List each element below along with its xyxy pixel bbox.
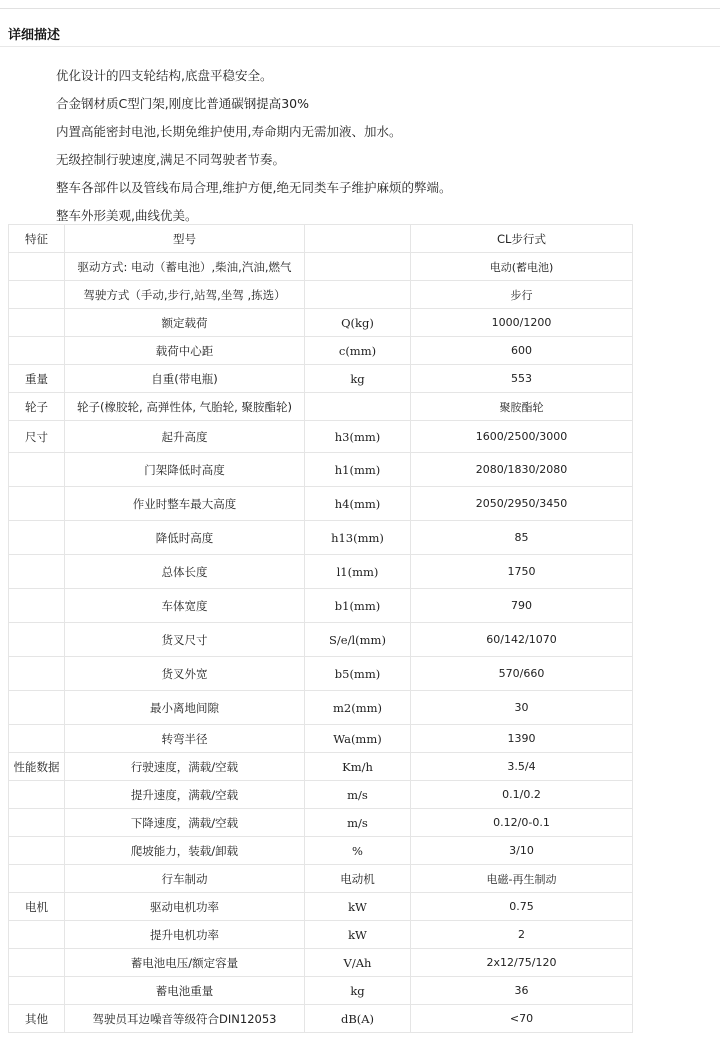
row-value: 1000/1200 [411, 309, 633, 337]
row-category [9, 453, 65, 487]
row-value: 36 [411, 977, 633, 1005]
row-unit: dB(A) [305, 1005, 411, 1033]
row-unit: c(mm) [305, 337, 411, 365]
table-row [9, 893, 633, 921]
row-unit: l1(mm) [305, 555, 411, 589]
table-row [9, 781, 633, 809]
row-value: 聚胺酯轮 [411, 393, 633, 421]
feature-item: 内置高能密封电池,长期免维护使用,寿命期内无需加液、加水。 [56, 124, 402, 139]
table-row [9, 253, 633, 281]
row-category [9, 865, 65, 893]
feature-item: 合金钢材质C型门架,刚度比普通碳钢提高30% [56, 96, 309, 111]
table-row [9, 555, 633, 589]
table-row [9, 309, 633, 337]
table-row [9, 337, 633, 365]
row-value: 0.1/0.2 [411, 781, 633, 809]
section-heading: 详细描述 [8, 28, 61, 43]
row-category: 性能数据 [9, 753, 65, 781]
row-value: 600 [411, 337, 633, 365]
table-row [9, 809, 633, 837]
row-item: 转弯半径 [65, 725, 305, 753]
header-item: 型号 [65, 225, 305, 253]
row-value: 30 [411, 691, 633, 725]
row-category [9, 725, 65, 753]
row-item: 下降速度，满载/空载 [65, 809, 305, 837]
row-unit [305, 281, 411, 309]
row-unit: h3(mm) [305, 421, 411, 453]
table-row [9, 365, 633, 393]
row-item: 驾驶员耳边噪音等级符合DIN12053 [65, 1005, 305, 1033]
row-unit: m/s [305, 809, 411, 837]
row-unit: h13(mm) [305, 521, 411, 555]
row-category [9, 487, 65, 521]
row-item: 提升电机功率 [65, 921, 305, 949]
row-unit [305, 253, 411, 281]
table-row [9, 691, 633, 725]
row-unit: % [305, 837, 411, 865]
header-category: 特征 [9, 225, 65, 253]
row-value: 85 [411, 521, 633, 555]
row-value: 553 [411, 365, 633, 393]
table-row [9, 623, 633, 657]
row-unit: 电动机 [305, 865, 411, 893]
row-item: 载荷中心距 [65, 337, 305, 365]
row-unit: m/s [305, 781, 411, 809]
row-value: 1600/2500/3000 [411, 421, 633, 453]
table-row [9, 949, 633, 977]
row-category: 其他 [9, 1005, 65, 1033]
feature-item: 整车各部件以及管线布局合理,维护方便,绝无同类车子维护麻烦的弊端。 [56, 180, 452, 195]
table-row [9, 657, 633, 691]
row-category [9, 589, 65, 623]
row-category [9, 781, 65, 809]
row-value: <70 [411, 1005, 633, 1033]
row-unit: b5(mm) [305, 657, 411, 691]
row-value: 2080/1830/2080 [411, 453, 633, 487]
table-row [9, 921, 633, 949]
row-item: 驾驶方式（手动,步行,站驾,坐驾 ,拣选） [65, 281, 305, 309]
row-unit: m2(mm) [305, 691, 411, 725]
row-unit [305, 393, 411, 421]
row-category [9, 281, 65, 309]
row-item: 自重(带电瓶) [65, 365, 305, 393]
row-value: 3.5/4 [411, 753, 633, 781]
table-row [9, 865, 633, 893]
row-category [9, 921, 65, 949]
table-row [9, 977, 633, 1005]
row-category [9, 809, 65, 837]
row-category [9, 657, 65, 691]
row-unit: V/Ah [305, 949, 411, 977]
row-category [9, 691, 65, 725]
top-divider [0, 8, 720, 9]
row-category: 重量 [9, 365, 65, 393]
row-unit: Km/h [305, 753, 411, 781]
row-item: 驱动方式: 电动（蓄电池）,柴油,汽油,燃气 [65, 253, 305, 281]
row-item: 降低时高度 [65, 521, 305, 555]
row-unit: Q(kg) [305, 309, 411, 337]
row-category: 尺寸 [9, 421, 65, 453]
row-item: 门架降低时高度 [65, 453, 305, 487]
row-unit: S/e/l(mm) [305, 623, 411, 657]
row-item: 额定载荷 [65, 309, 305, 337]
row-value: 3/10 [411, 837, 633, 865]
heading-divider [0, 46, 720, 47]
row-value: 0.12/0-0.1 [411, 809, 633, 837]
table-row [9, 753, 633, 781]
table-row [9, 281, 633, 309]
table-row [9, 837, 633, 865]
row-item: 货叉外宽 [65, 657, 305, 691]
row-category [9, 521, 65, 555]
row-item: 货叉尺寸 [65, 623, 305, 657]
row-item: 蓄电池重量 [65, 977, 305, 1005]
row-value: 电动(蓄电池) [411, 253, 633, 281]
feature-item: 优化设计的四支轮结构,底盘平稳安全。 [56, 68, 273, 83]
table-row [9, 725, 633, 753]
feature-item: 无级控制行驶速度,满足不同驾驶者节奏。 [56, 152, 285, 167]
row-value: 电磁-再生制动 [411, 865, 633, 893]
row-category [9, 555, 65, 589]
row-item: 起升高度 [65, 421, 305, 453]
row-value: 570/660 [411, 657, 633, 691]
row-category [9, 253, 65, 281]
row-category [9, 309, 65, 337]
row-unit: h1(mm) [305, 453, 411, 487]
row-value: 790 [411, 589, 633, 623]
spec-table [8, 224, 633, 1033]
row-item: 总体长度 [65, 555, 305, 589]
row-item: 最小离地间隙 [65, 691, 305, 725]
header-unit [305, 225, 411, 253]
row-item: 车体宽度 [65, 589, 305, 623]
row-value: 60/142/1070 [411, 623, 633, 657]
row-value: 2x12/75/120 [411, 949, 633, 977]
row-value: 2 [411, 921, 633, 949]
table-row [9, 453, 633, 487]
feature-list [56, 62, 451, 230]
row-unit: b1(mm) [305, 589, 411, 623]
row-item: 作业时整车最大高度 [65, 487, 305, 521]
table-row [9, 421, 633, 453]
row-value: 0.75 [411, 893, 633, 921]
row-item: 行车制动 [65, 865, 305, 893]
row-unit: h4(mm) [305, 487, 411, 521]
header-value: CL步行式 [411, 225, 633, 253]
row-item: 轮子(橡胶轮, 高弹性体, 气胎轮, 聚胺酯轮) [65, 393, 305, 421]
row-item: 行驶速度，满载/空载 [65, 753, 305, 781]
row-value: 1390 [411, 725, 633, 753]
row-value: 1750 [411, 555, 633, 589]
row-unit: Wa(mm) [305, 725, 411, 753]
table-row [9, 521, 633, 555]
feature-item: 整车外形美观,曲线优美。 [56, 208, 198, 223]
row-category [9, 623, 65, 657]
row-value: 步行 [411, 281, 633, 309]
table-row [9, 393, 633, 421]
row-category: 电机 [9, 893, 65, 921]
row-unit: kg [305, 977, 411, 1005]
table-row [9, 1005, 633, 1033]
row-unit: kW [305, 921, 411, 949]
row-unit: kg [305, 365, 411, 393]
row-value: 2050/2950/3450 [411, 487, 633, 521]
row-category [9, 337, 65, 365]
table-row [9, 487, 633, 521]
row-category [9, 949, 65, 977]
row-item: 提升速度，满载/空载 [65, 781, 305, 809]
row-item: 蓄电池电压/额定容量 [65, 949, 305, 977]
row-category [9, 977, 65, 1005]
table-header-row [9, 225, 633, 253]
row-unit: kW [305, 893, 411, 921]
row-item: 爬坡能力，装载/卸载 [65, 837, 305, 865]
row-item: 驱动电机功率 [65, 893, 305, 921]
row-category: 轮子 [9, 393, 65, 421]
table-row [9, 589, 633, 623]
row-category [9, 837, 65, 865]
